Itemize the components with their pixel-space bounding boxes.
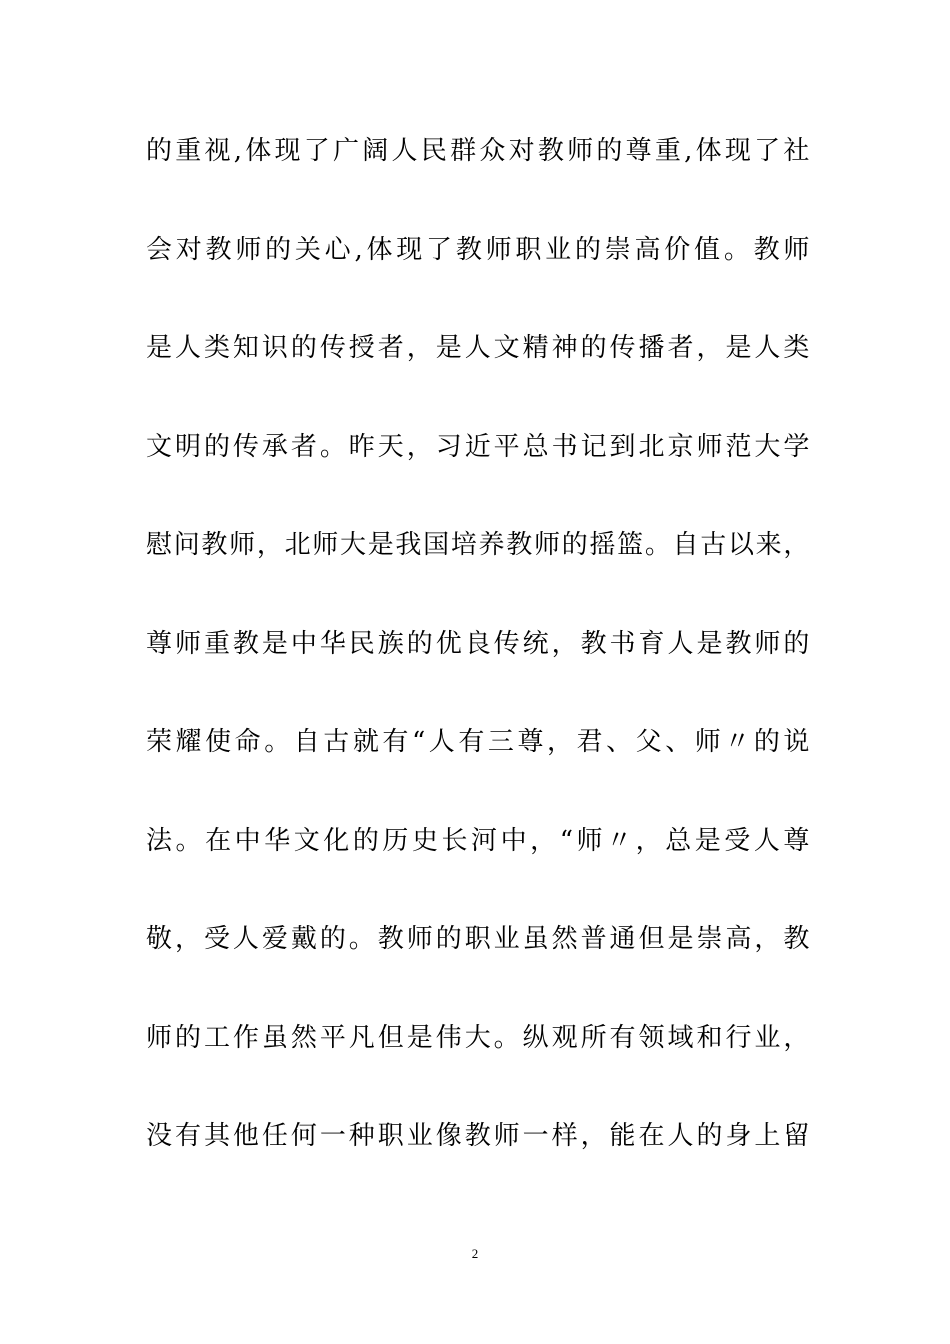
text-line: 是人类知识的传授者，是人文精神的传播者，是人类 — [146, 333, 811, 363]
body-text — [146, 126, 811, 1210]
text-line: 荣耀使命。自古就有“人有三尊，君、父、师〃的说 — [146, 727, 811, 757]
text-line: 没有其他任何一种职业像教师一样，能在人的身上留 — [146, 1121, 811, 1151]
page-number: 2 — [471, 1246, 479, 1261]
text-line: 慰问教师，北师大是我国培养教师的摇篮。自古以来， — [146, 530, 811, 560]
text-line: 文明的传承者。昨天，习近平总书记到北京师范大学 — [146, 431, 811, 462]
text-line: 尊师重教是中华民族的优良传统，教书育人是教师的 — [146, 628, 811, 659]
text-line: 敬，受人爱戴的。教师的职业虽然普通但是崇高，教 — [146, 924, 811, 954]
text-line: 法。在中华文化的历史长河中，“师〃，总是受人尊 — [146, 825, 811, 856]
text-line: 会对教师的关心,体现了教师职业的崇高价值。教师 — [146, 234, 811, 265]
text-line: 师的工作虽然平凡但是伟大。纵观所有领域和行业， — [146, 1022, 811, 1053]
text-line: 的重视,体现了广阔人民群众对教师的尊重,体现了社 — [146, 136, 811, 166]
